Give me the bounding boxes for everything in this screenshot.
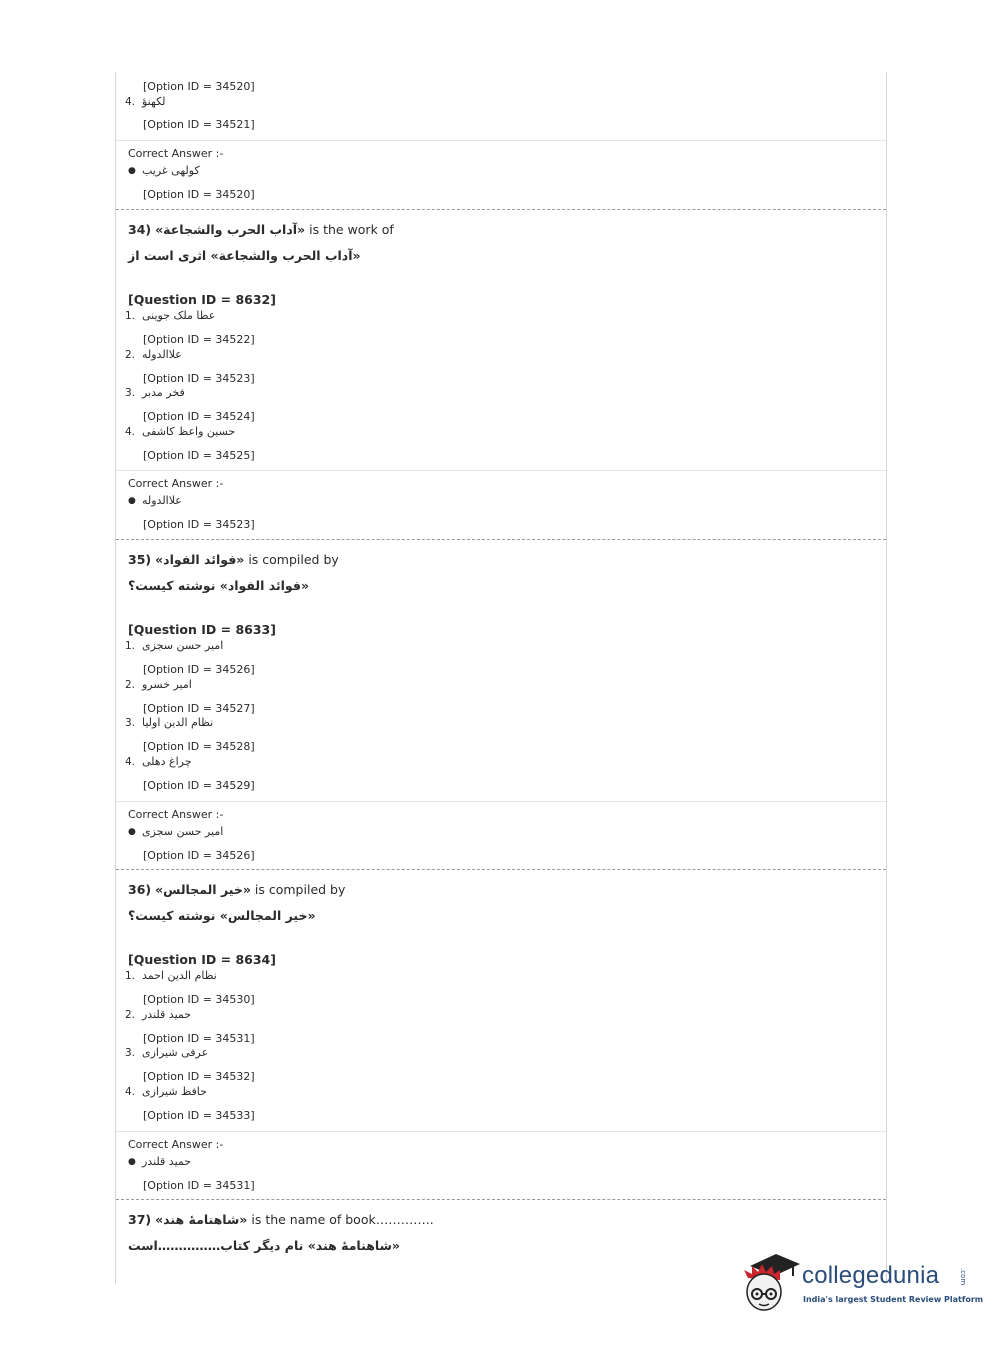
option-number: 1. <box>125 640 136 652</box>
option-id: [Option ID = 34524] <box>143 410 255 423</box>
divider <box>116 140 886 141</box>
question-text-urdu: «آداب الحرب والشجاعة» اثری است از <box>128 248 361 263</box>
option-number: 1. <box>125 310 136 322</box>
question-separator <box>116 539 886 540</box>
question-text-urdu: «شاهنامهٔ هند» نام دیگر کتاب……………است <box>128 1238 400 1253</box>
option-text: نظام الدین احمد <box>142 969 217 982</box>
question-en-rest: is the name of book………….. <box>251 1212 434 1227</box>
option-text: حمید قلندر <box>142 1008 192 1021</box>
option-number: 4. <box>125 756 136 768</box>
option-id: [Option ID = 34528] <box>143 740 255 753</box>
question-text-en <box>128 1212 434 1228</box>
brand-name: collegedunia <box>802 1262 940 1289</box>
question-number: 35) <box>128 552 152 567</box>
option-text: حسین واعظ کاشفی <box>142 425 236 438</box>
question-id: [Question ID = 8634] <box>128 952 276 967</box>
option-id: [Option ID = 34522] <box>143 333 255 346</box>
brand-tld: .com <box>959 1268 967 1286</box>
question-text-en <box>128 552 339 568</box>
option-id: [Option ID = 34521] <box>143 118 255 131</box>
correct-answer-id: [Option ID = 34520] <box>143 188 255 201</box>
correct-answer-text: کولهی غریب <box>142 164 200 177</box>
option-number: 3. <box>125 1047 136 1059</box>
question-separator <box>116 209 886 210</box>
bullet-icon: ● <box>128 496 136 506</box>
option-text: چراغ دهلی <box>142 755 192 768</box>
option-text: نظام الدین اولیا <box>142 716 214 729</box>
question-separator <box>116 1199 886 1200</box>
option-id: [Option ID = 34526] <box>143 663 255 676</box>
option-id: [Option ID = 34529] <box>143 779 255 792</box>
question-text-en <box>128 222 394 238</box>
correct-answer-id: [Option ID = 34523] <box>143 518 255 531</box>
option-text: علاالدوله <box>142 348 182 361</box>
question-en-rest: is the work of <box>309 222 394 237</box>
question-number: 37) <box>128 1212 152 1227</box>
exam-page <box>115 72 887 1284</box>
mascot-icon <box>742 1248 802 1314</box>
correct-answer-text: امیر حسن سجزی <box>142 825 224 838</box>
option-text: امیر خسرو <box>142 678 192 691</box>
question-separator <box>116 869 886 870</box>
question-id: [Question ID = 8633] <box>128 622 276 637</box>
question-number: 36) <box>128 882 152 897</box>
question-en-rest: is compiled by <box>254 882 346 897</box>
correct-answer-text: علاالدوله <box>142 494 182 507</box>
option-id: [Option ID = 34525] <box>143 449 255 462</box>
brand-tagline: India's largest Student Review Platform <box>803 1295 984 1304</box>
question-text-urdu: «فوائد الفواد» نوشته کیست؟ <box>128 578 310 593</box>
option-id: [Option ID = 34533] <box>143 1109 255 1122</box>
correct-answer-text: حمید قلندر <box>142 1155 192 1168</box>
option-number: 3. <box>125 717 136 729</box>
question-urdu-phrase: «آداب الحرب والشجاعة» <box>155 222 306 237</box>
correct-answer-label: Correct Answer :- <box>128 477 224 490</box>
option-id: [Option ID = 34531] <box>143 1032 255 1045</box>
bullet-icon: ● <box>128 1157 136 1167</box>
question-number: 34) <box>128 222 152 237</box>
option-number: 4. <box>125 96 136 108</box>
option-id: [Option ID = 34532] <box>143 1070 255 1083</box>
question-text-urdu: «خیر المجالس» نوشته کیست؟ <box>128 908 316 923</box>
correct-answer-label: Correct Answer :- <box>128 1138 224 1151</box>
option-number: 2. <box>125 679 136 691</box>
bullet-icon: ● <box>128 166 136 176</box>
correct-answer-label: Correct Answer :- <box>128 147 224 160</box>
option-number: 4. <box>125 426 136 438</box>
option-number: 3. <box>125 387 136 399</box>
collegedunia-logo <box>742 1248 984 1318</box>
bullet-icon: ● <box>128 827 136 837</box>
question-urdu-phrase: «خیر المجالس» <box>155 882 251 897</box>
option-number: 2. <box>125 349 136 361</box>
option-text: حافظ شیرازی <box>142 1085 207 1098</box>
option-id: [Option ID = 34530] <box>143 993 255 1006</box>
correct-answer-label: Correct Answer :- <box>128 808 224 821</box>
option-text: عرفی شیرازی <box>142 1046 209 1059</box>
option-text: لکهنؤ <box>142 95 166 108</box>
divider <box>116 1131 886 1132</box>
divider <box>116 470 886 471</box>
question-urdu-phrase: «شاهنامهٔ هند» <box>155 1212 248 1227</box>
correct-answer-id: [Option ID = 34526] <box>143 849 255 862</box>
correct-answer-id: [Option ID = 34531] <box>143 1179 255 1192</box>
option-number: 1. <box>125 970 136 982</box>
option-text: عطا ملک جوینی <box>142 309 216 322</box>
option-number: 2. <box>125 1009 136 1021</box>
question-en-rest: is compiled by <box>248 552 339 567</box>
option-id: [Option ID = 34520] <box>143 80 255 93</box>
question-id: [Question ID = 8632] <box>128 292 276 307</box>
question-text-en <box>128 882 345 898</box>
option-number: 4. <box>125 1086 136 1098</box>
option-text: امیر حسن سجزی <box>142 639 224 652</box>
option-id: [Option ID = 34523] <box>143 372 255 385</box>
question-urdu-phrase: «فوائد الفواد» <box>155 552 245 567</box>
option-id: [Option ID = 34527] <box>143 702 255 715</box>
option-text: فخر مدبر <box>142 386 185 399</box>
divider <box>116 801 886 802</box>
